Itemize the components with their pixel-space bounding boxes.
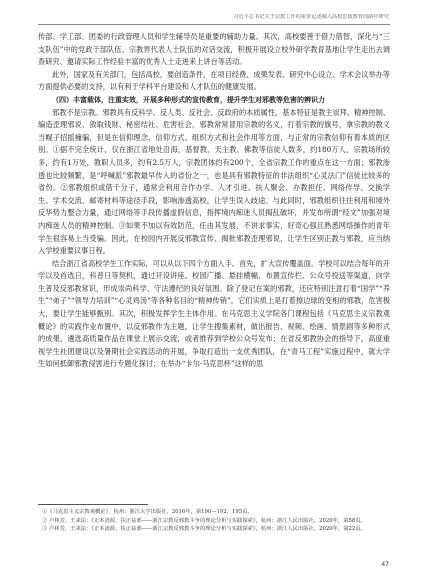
page-body — [38, 31, 390, 371]
body-paragraph-3: 邪教不是宗教。邪教具有反科学、反人类、反社会、反政府的本质属性，基本特征是教主崇拜、精神控制、编造歪理邪说、敛取钱财、秘密结社、危害社会。邪教常常冒用宗教的名义，打着宗教的旗号，拿宗教的教义当幌子招摇撞骗，但是在信仰理念、信仰方式、组织方式和社会作用等方面，与正常的宗教信仰有着本质的区别。①据不完全统计，仅在浙江省地处沿海，基督教、天主教、佛教等信徒人数多，约180万人，宗教场所较多，约有1万处，教职人员多，约有2.5万人，宗教团体约有200个，全省宗教工作的重点在这一方面；邪教渗透也比较频繁，是“呼喊派”邪教最早传入的省份之一，也是具有邪教特征的非法组织“心灵法门”信徒比较多的省份。②邪教组织或借千分子，通常会利用合作办学、人才引进、扶人聚会、办教担任、网络传导、交换学生、学术交流、邮寄材料等途径手段，影响渗透高校，让学生误入歧途。与此同时，邪教组织往往利用和境外反华势力整合力量，通过网络等手段传播虚假信息，指挥境内痴迷人员揭乱破坏，并发布所谓“经文”加强对境内痴迷人员的精神控制。③如果不加以有效防范，任由其发展，不讲求事实，好奇心强且熟悉网络操作的青年学生很容易上当受骗。因此，在校园内开展反邪教宣传、揭批邪教歪理邪说，让学生区别正教与邪教，应当纳入学校重要议事日程。 — [38, 107, 390, 256]
running-header: 习近平总书记关于宗教工作的重要论述融入高校思政教育的路径研究 — [233, 14, 389, 20]
footnote-3: ③ 卢林芳，王来法：《正本清源，扶正祛邪——浙江宗教反邪教斗争的理论分析与实践探索》，杭州：浙江人民出版社，2020年，第22页。 — [42, 526, 366, 532]
body-paragraph-4: 结合浙江省高校学生工作实际，可以从以下四个方面入手。首先，扩大宣传覆盖面。学校可以结合每年的开学以及首选日，科普日等契机，通过开设讲座、校园广播、悬挂横幅、布置宣传栏、公众号投送等渠道，向学生普及反邪教常识，形成崇尚科学、守法遵纪的良好氛围。除了登记在案的邪教，还应特别注意打着“国学”“养生”“弟子”“领导力培训”“心灵鸡汤”等各种名目的“精神传销”。它们实质上是打着擦边球的变相的邪教，危害极大，要让学生能够甄别。其次，积极发挥学生主体作用。在马克思主义学院各门课程包括《马克思主义宗教观概论》的实践作业布置中，以反邪教作为主题，让学生搜集素材，做出报告、视频、绘画、情景剧等多种形式的成果，遴选高质量作品在课堂上展示交流，或者推荐到学校公众号发布；在省反邪教协会的指导下，高度重视学生社团建设以及暑期社会实践活动的开展，争取打造出一支优秀团队，在“青马工程”实施过程中，就大学生如何抵御邪教侵害进行专题化探讨；在举办“卡尔·马克思杯”这样的思 — [38, 258, 390, 369]
footnote-1: ①《马克思主义宗教观概论》，杭州：浙江大学出版社，2016年，第190—192、195页。 — [42, 509, 253, 515]
header-rule — [38, 24, 390, 25]
body-paragraph-2: 此外，国家及有关部门，包括高校，要创造条件，在项目经费、成果发表、研究中心设立、学术会议举办等方面提供必要的支持，以有利于学科平台建设和人才队伍的健康发展。 — [38, 69, 390, 92]
section-subheading: （四）丰富载体，注重实效，开展多种形式的宣传教育，提升学生对邪教等危害的辨识力 — [52, 95, 325, 104]
footnote-rule — [38, 504, 148, 505]
footnotes — [38, 508, 390, 534]
footnote-2: ② 卢林芳，王来法：《正本清源，扶正祛邪——浙江宗教反邪教斗争的理论分析与实践探索》，杭州：浙江人民出版社，2020年，第58页。 — [42, 517, 366, 524]
body-paragraph-1: 传部、学工部、团委的行政管理人员和学生辅导员是重要的辅助力量。其次，高校要善于借力借智，深化与“三支队伍”中的党政干部队伍、宗教界代表人士队伍的对话交流，积极开展设立校外研学教育基地让学生走出去调查研究、邀请实际工作经验丰富的优秀人士走进来上讲台等活动。 — [38, 32, 390, 67]
page-number: 47 — [381, 561, 389, 568]
